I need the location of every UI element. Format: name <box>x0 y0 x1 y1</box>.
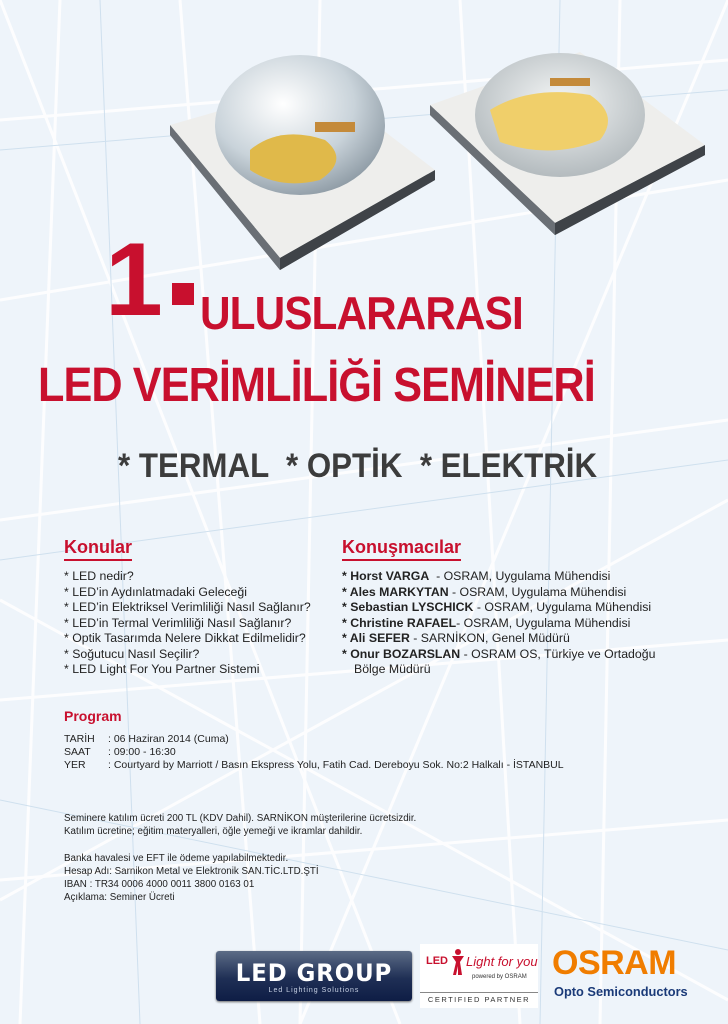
speaker-role: - OSRAM, Uygulama Mühendisi <box>448 584 627 599</box>
topic-item: * LED’in Aydınlatmadaki Geleceği <box>64 584 247 599</box>
payment-line: IBAN : TR34 0006 4000 0011 3800 0163 01 <box>64 879 255 890</box>
speaker-role: - OSRAM, Uygulama Mühendisi <box>473 600 652 614</box>
topics-list <box>64 569 311 678</box>
osram-subtitle: Opto Semiconductors <box>554 984 688 999</box>
speakers-underline <box>342 559 461 561</box>
program-value: : 06 Haziran 2014 (Cuma) <box>108 733 229 745</box>
topics-underline <box>64 559 132 561</box>
program-row <box>64 746 564 759</box>
payment-line: Açıklama: Seminer Ücreti <box>64 892 175 903</box>
speaker-item <box>342 600 655 616</box>
led-left <box>170 55 435 270</box>
topic-item: * LED’in Elektriksel Verimliliği Nasıl Sağlanır? <box>64 600 311 614</box>
title-dot <box>172 283 194 305</box>
fee-notes <box>64 812 416 838</box>
payment-notes <box>64 852 319 904</box>
led-components-image <box>150 30 710 290</box>
title-line1: ULUSLARARASI <box>200 287 523 339</box>
program-row <box>64 759 564 772</box>
topics-heading <box>64 537 132 558</box>
speaker-name: * Onur BOZARSLAN <box>342 646 461 661</box>
program-row <box>64 733 564 746</box>
speaker-item-continuation <box>342 662 655 678</box>
topic-item: * LED Light For You Partner Sistemi <box>64 662 260 676</box>
speakers-list <box>342 569 655 678</box>
speaker-role: - OSRAM OS, Türkiye ve Ortadoğu <box>460 646 656 661</box>
osram-wordmark: OSRAM <box>552 944 677 982</box>
speaker-item <box>342 585 655 601</box>
speaker-item <box>342 616 655 632</box>
title-line2: LED VERİMLİLİĞİ SEMİNERİ <box>38 359 595 412</box>
speaker-name: * Sebastian LYSCHICK <box>342 600 474 614</box>
program-value: : 09:00 - 16:30 <box>108 746 176 758</box>
speaker-name: * Horst VARGA <box>342 569 430 583</box>
subtitle: * TERMAL * OPTİK * ELEKTRİK <box>118 447 598 485</box>
led-group-logo-text: LED GROUP <box>235 959 393 987</box>
osram-logo <box>544 944 704 1006</box>
speaker-role: - OSRAM, Uygulama Mühendisi <box>456 615 631 630</box>
fee-line: Seminere katılım ücreti 200 TL (KDV Dahil). SARNİKON müşterilerine ücretsizdir. <box>64 813 417 824</box>
speaker-item <box>342 569 655 585</box>
program-heading: Program <box>64 708 122 724</box>
led-right <box>430 52 705 235</box>
light-for-you-logo <box>420 944 538 1008</box>
topic-item: * LED nedir? <box>64 569 134 583</box>
payment-line: Banka havalesi ve EFT ile ödeme yapılabilmektedir. <box>64 853 289 864</box>
figure-icon <box>450 948 466 976</box>
speaker-name: * Ali SEFER <box>342 631 410 645</box>
fee-line: Katılım ücretine; eğitim materyalleri, öğle yemeği ve ikramlar dahildir. <box>64 826 363 837</box>
speaker-role: - SARNİKON, Genel Müdürü <box>409 631 570 645</box>
speakers-heading <box>342 537 461 558</box>
topic-item: * Optik Tasarımda Nelere Dikkat Edilmelidir? <box>64 631 306 645</box>
program-label: YER <box>64 759 86 771</box>
program-label: TARİH <box>64 733 95 745</box>
speaker-item <box>342 647 655 663</box>
speaker-role-continued: Bölge Müdürü <box>354 662 431 676</box>
speaker-item <box>342 631 655 647</box>
speaker-name: * Ales MARKYTAN <box>342 584 449 599</box>
speaker-role: - OSRAM, Uygulama Mühendisi <box>429 569 611 583</box>
speakers-heading-text: Konuşmacılar <box>342 537 462 557</box>
topic-item: * LED’in Termal Verimliliği Nasıl Sağlanır? <box>64 615 292 630</box>
topics-heading-text: Konular <box>64 537 133 557</box>
program-label: SAAT <box>64 746 91 758</box>
lfy-led-text: LED <box>426 955 448 967</box>
led-group-logo <box>216 951 412 1001</box>
title-number: 1 <box>105 222 159 338</box>
program-table <box>64 733 564 772</box>
led-group-logo-tagline: Led Lighting Solutions <box>268 987 360 994</box>
lfy-text: Light for you <box>466 954 538 969</box>
lfy-powered: powered by OSRAM <box>472 974 527 980</box>
topic-item: * Soğutucu Nasıl Seçilir? <box>64 646 200 661</box>
payment-line: Hesap Adı: Sarnikon Metal ve Elektronik SAN.TİC.LTD.ŞTİ <box>64 866 319 877</box>
program-value: : Courtyard by Marriott / Basın Ekspress Yolu, Fatih Cad. Dereboyu Sok. No:2 Halkalı - İSTANBUL <box>108 759 564 771</box>
speaker-name: * Christine RAFAEL <box>342 615 457 630</box>
lfy-certified: CERTIFIED PARTNER <box>420 992 538 1004</box>
